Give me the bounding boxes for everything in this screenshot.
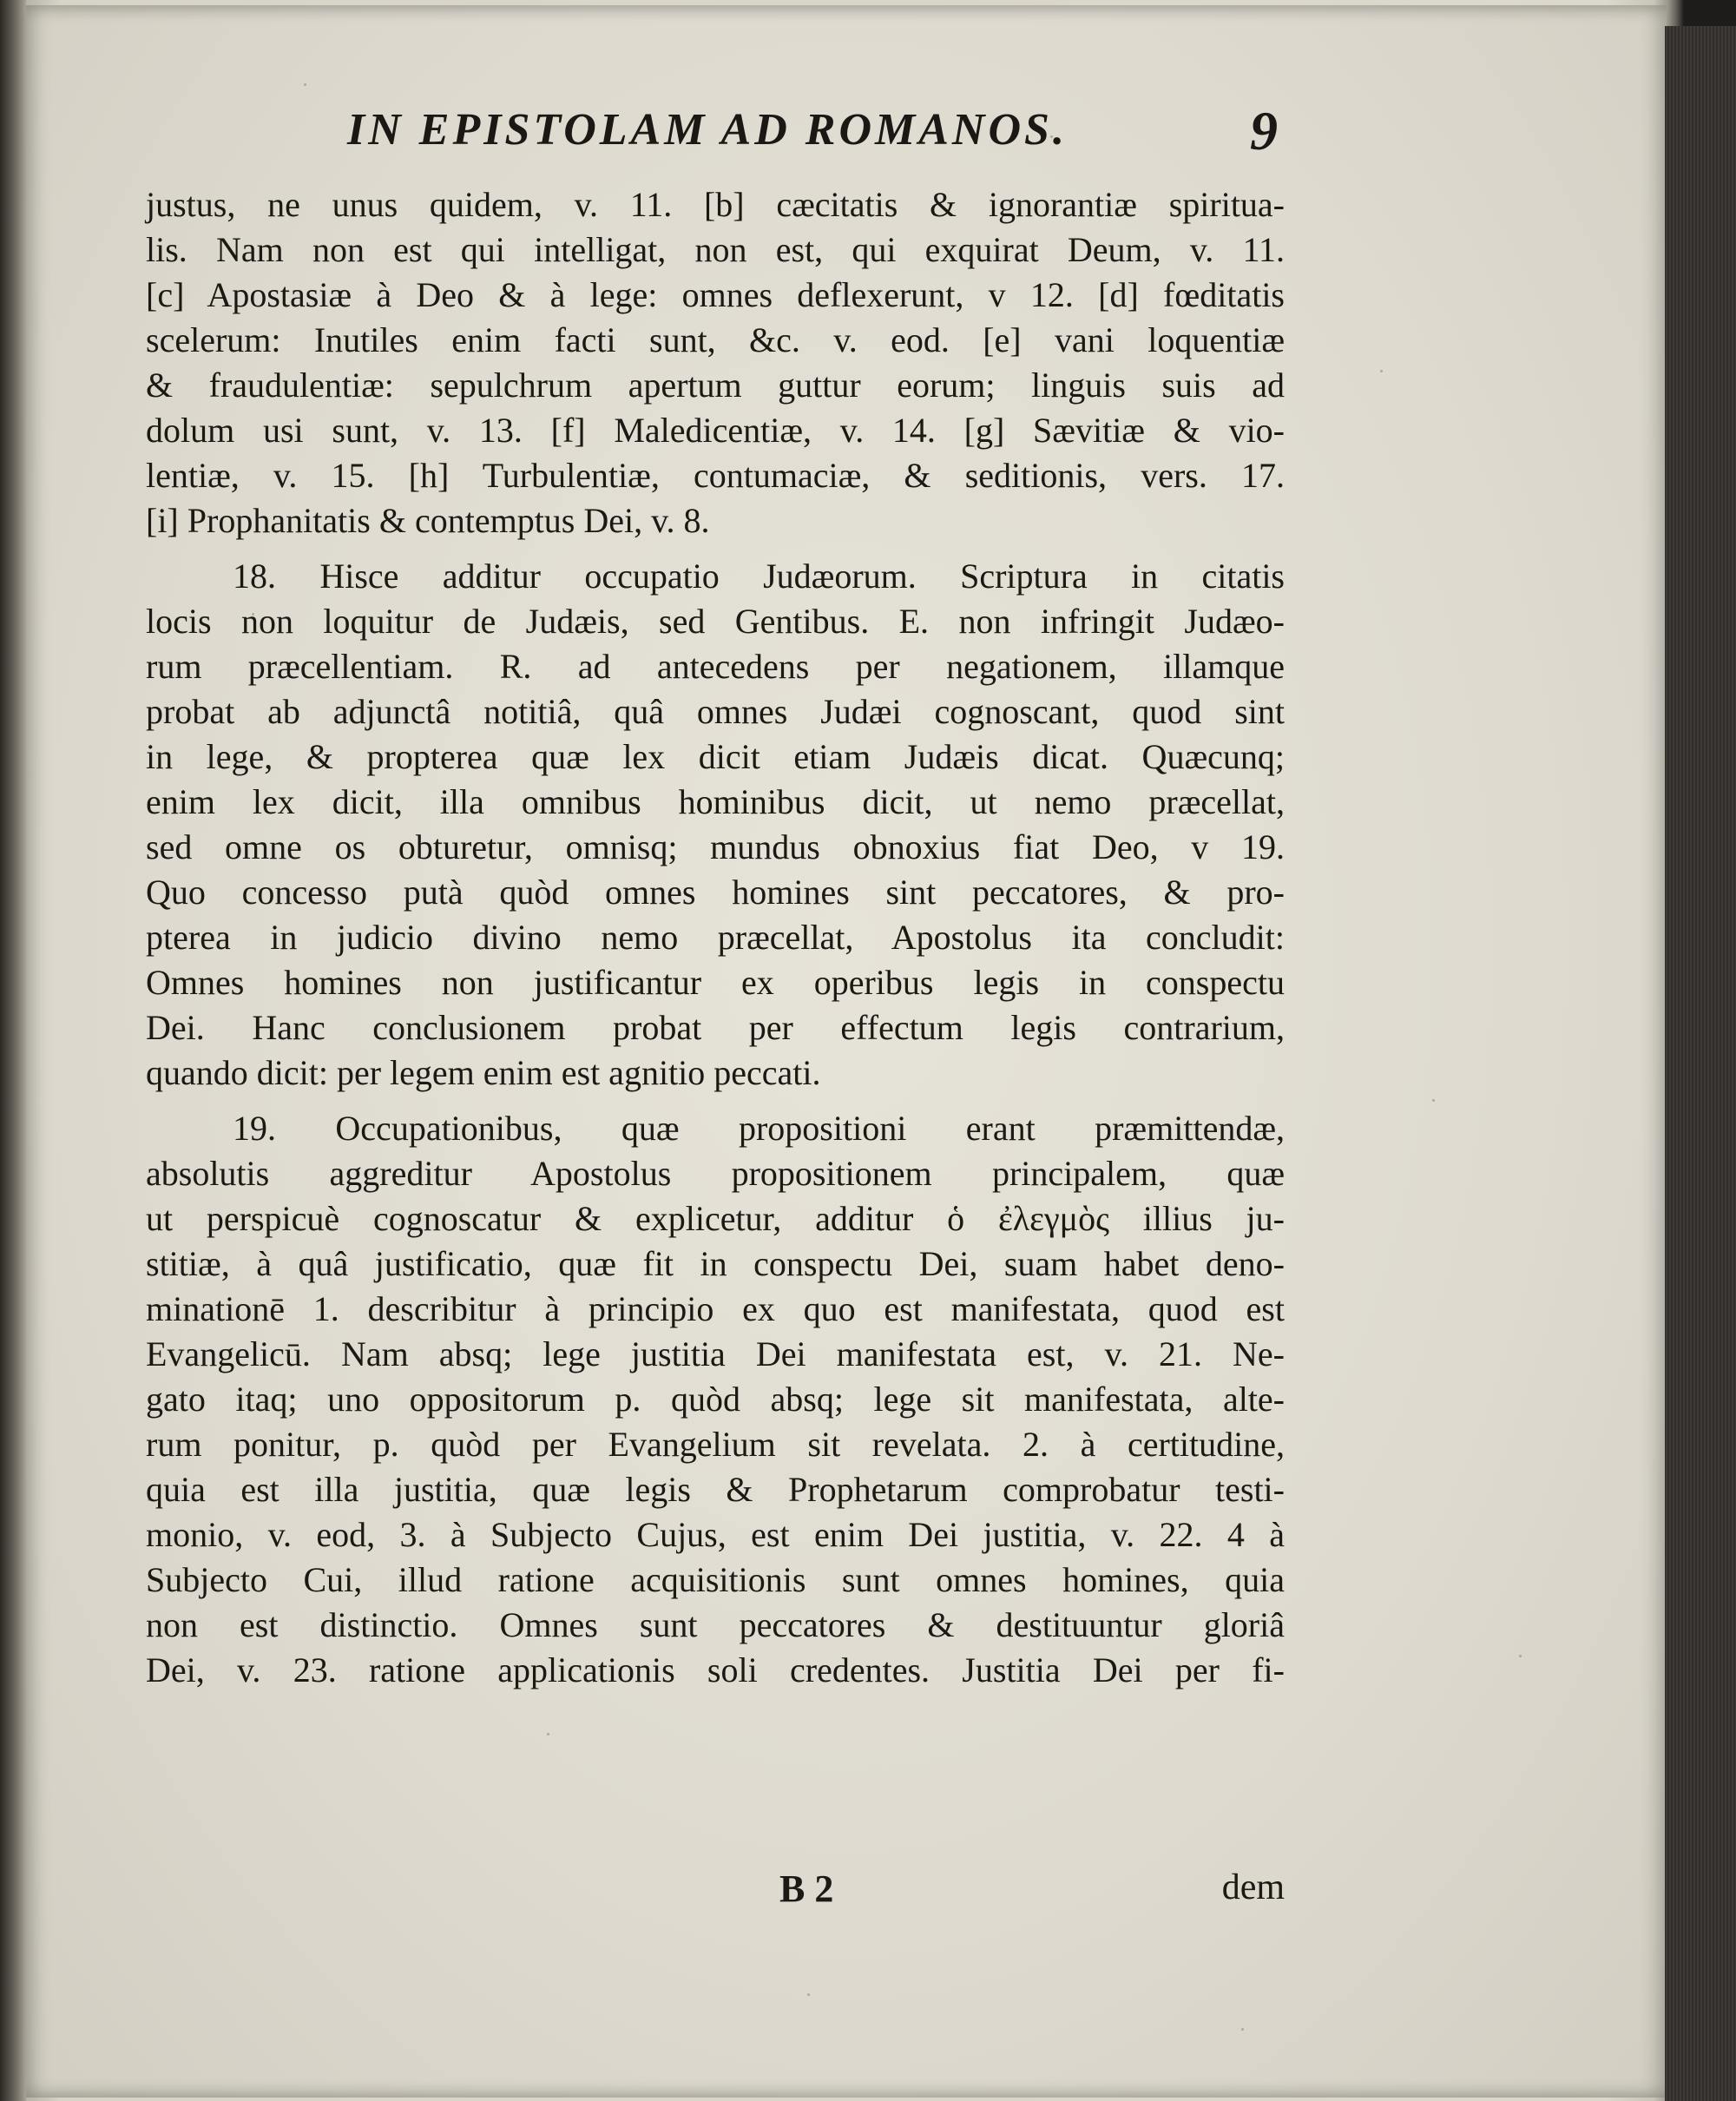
text-line: Omnes homines non justificantur ex operibus legis in conspectu bbox=[146, 963, 1285, 1002]
text-line: rum ponitur, p. quòd per Evangelium sit revelata. 2. à certitudine, bbox=[146, 1425, 1285, 1464]
text-line: & fraudulentiæ: sepulchrum apertum guttur eorum; linguis suis ad bbox=[146, 366, 1285, 405]
text-line: dolum usi sunt, v. 13. [f] Maledicentiæ, v. 14. [g] Sævitiæ & vio- bbox=[146, 411, 1285, 450]
text-line: Subjecto Cui, illud ratione acquisitionis sunt omnes homines, quia bbox=[146, 1560, 1285, 1599]
running-title: IN EPISTOLAM AD ROMANOS. bbox=[347, 105, 1068, 155]
page-number: 9 bbox=[1250, 100, 1278, 161]
signature-mark: B 2 bbox=[779, 1867, 834, 1910]
text-line: quia est illa justitia, quæ legis & Prophetarum comprobatur testi- bbox=[146, 1470, 1285, 1509]
text-line: minationē 1. describitur à principio ex quo est manifestata, quod est bbox=[146, 1289, 1285, 1328]
paragraph-19-start: 19. Occupationibus, quæ propositioni erant præmittendæ, bbox=[233, 1109, 1285, 1148]
text-line: Dei. Hanc conclusionem probat per effectum legis contrarium, bbox=[146, 1008, 1285, 1047]
text-line: quando dicit: per legem enim est agnitio peccati. bbox=[146, 1053, 821, 1092]
text-line: in lege, & propterea quæ lex dicit etiam Judæis dicat. Quæcunq; bbox=[146, 737, 1285, 776]
text-line: ut perspicuè cognoscatur & explicetur, additur ὁ ἐλεγμὸς illius ju- bbox=[146, 1199, 1285, 1238]
text-line: Quo concesso putà quòd omnes homines sint peccatores, & pro- bbox=[146, 873, 1285, 912]
text-line: justus, ne unus quidem, v. 11. [b] cæcitatis & ignorantiæ spiritua- bbox=[146, 185, 1285, 224]
text-line: Evangelicū. Nam absq; lege justitia Dei manifestata est, v. 21. Ne- bbox=[146, 1334, 1285, 1373]
body-text bbox=[146, 182, 1285, 1693]
text-line: stitiæ, à quâ justificatio, quæ fit in conspectu Dei, suam habet deno- bbox=[146, 1244, 1285, 1283]
page-footer bbox=[146, 1867, 1285, 1919]
page-header bbox=[347, 100, 1302, 174]
text-line: scelerum: Inutiles enim facti sunt, &c. v. eod. [e] vani loquentiæ bbox=[146, 320, 1285, 359]
text-line: locis non loquitur de Judæis, sed Gentibus. E. non infringit Judæo- bbox=[146, 602, 1285, 641]
text-line: Dei, v. 23. ratione applicationis soli credentes. Justitia Dei per fi- bbox=[146, 1650, 1285, 1689]
text-line: enim lex dicit, illa omnibus hominibus dicit, ut nemo præcellat, bbox=[146, 782, 1285, 821]
text-line: sed omne os obturetur, omnisq; mundus obnoxius fiat Deo, v 19. bbox=[146, 827, 1285, 866]
text-line: rum præcellentiam. R. ad antecedens per negationem, illamque bbox=[146, 647, 1285, 686]
text-line: [i] Prophanitatis & contemptus Dei, v. 8. bbox=[146, 501, 710, 540]
text-line: non est distinctio. Omnes sunt peccatores & destituuntur gloriâ bbox=[146, 1605, 1285, 1644]
page-stack-edge bbox=[1665, 26, 1736, 2101]
text-line: pterea in judicio divino nemo præcellat, Apostolus ita concludit: bbox=[146, 918, 1285, 957]
left-page-edge bbox=[0, 0, 26, 2101]
catchword: dem bbox=[1221, 1867, 1285, 1907]
text-line: lis. Nam non est qui intelligat, non est, qui exquirat Deum, v. 11. bbox=[146, 230, 1285, 269]
text-line: absolutis aggreditur Apostolus propositionem principalem, quæ bbox=[146, 1154, 1285, 1193]
text-line: lentiæ, v. 15. [h] Turbulentiæ, contumaciæ, & seditionis, vers. 17. bbox=[146, 456, 1285, 495]
text-line: probat ab adjunctâ notitiâ, quâ omnes Judæi cognoscant, quod sint bbox=[146, 692, 1285, 731]
text-line: [c] Apostasiæ à Deo & à lege: omnes deflexerunt, v 12. [d] fœditatis bbox=[146, 275, 1285, 314]
text-line: monio, v. eod, 3. à Subjecto Cujus, est enim Dei justitia, v. 22. 4 à bbox=[146, 1515, 1285, 1554]
paragraph-18-start: 18. Hisce additur occupatio Judæorum. Scriptura in citatis bbox=[233, 557, 1285, 596]
text-line: gato itaq; uno oppositorum p. quòd absq; lege sit manifestata, alte- bbox=[146, 1380, 1285, 1419]
